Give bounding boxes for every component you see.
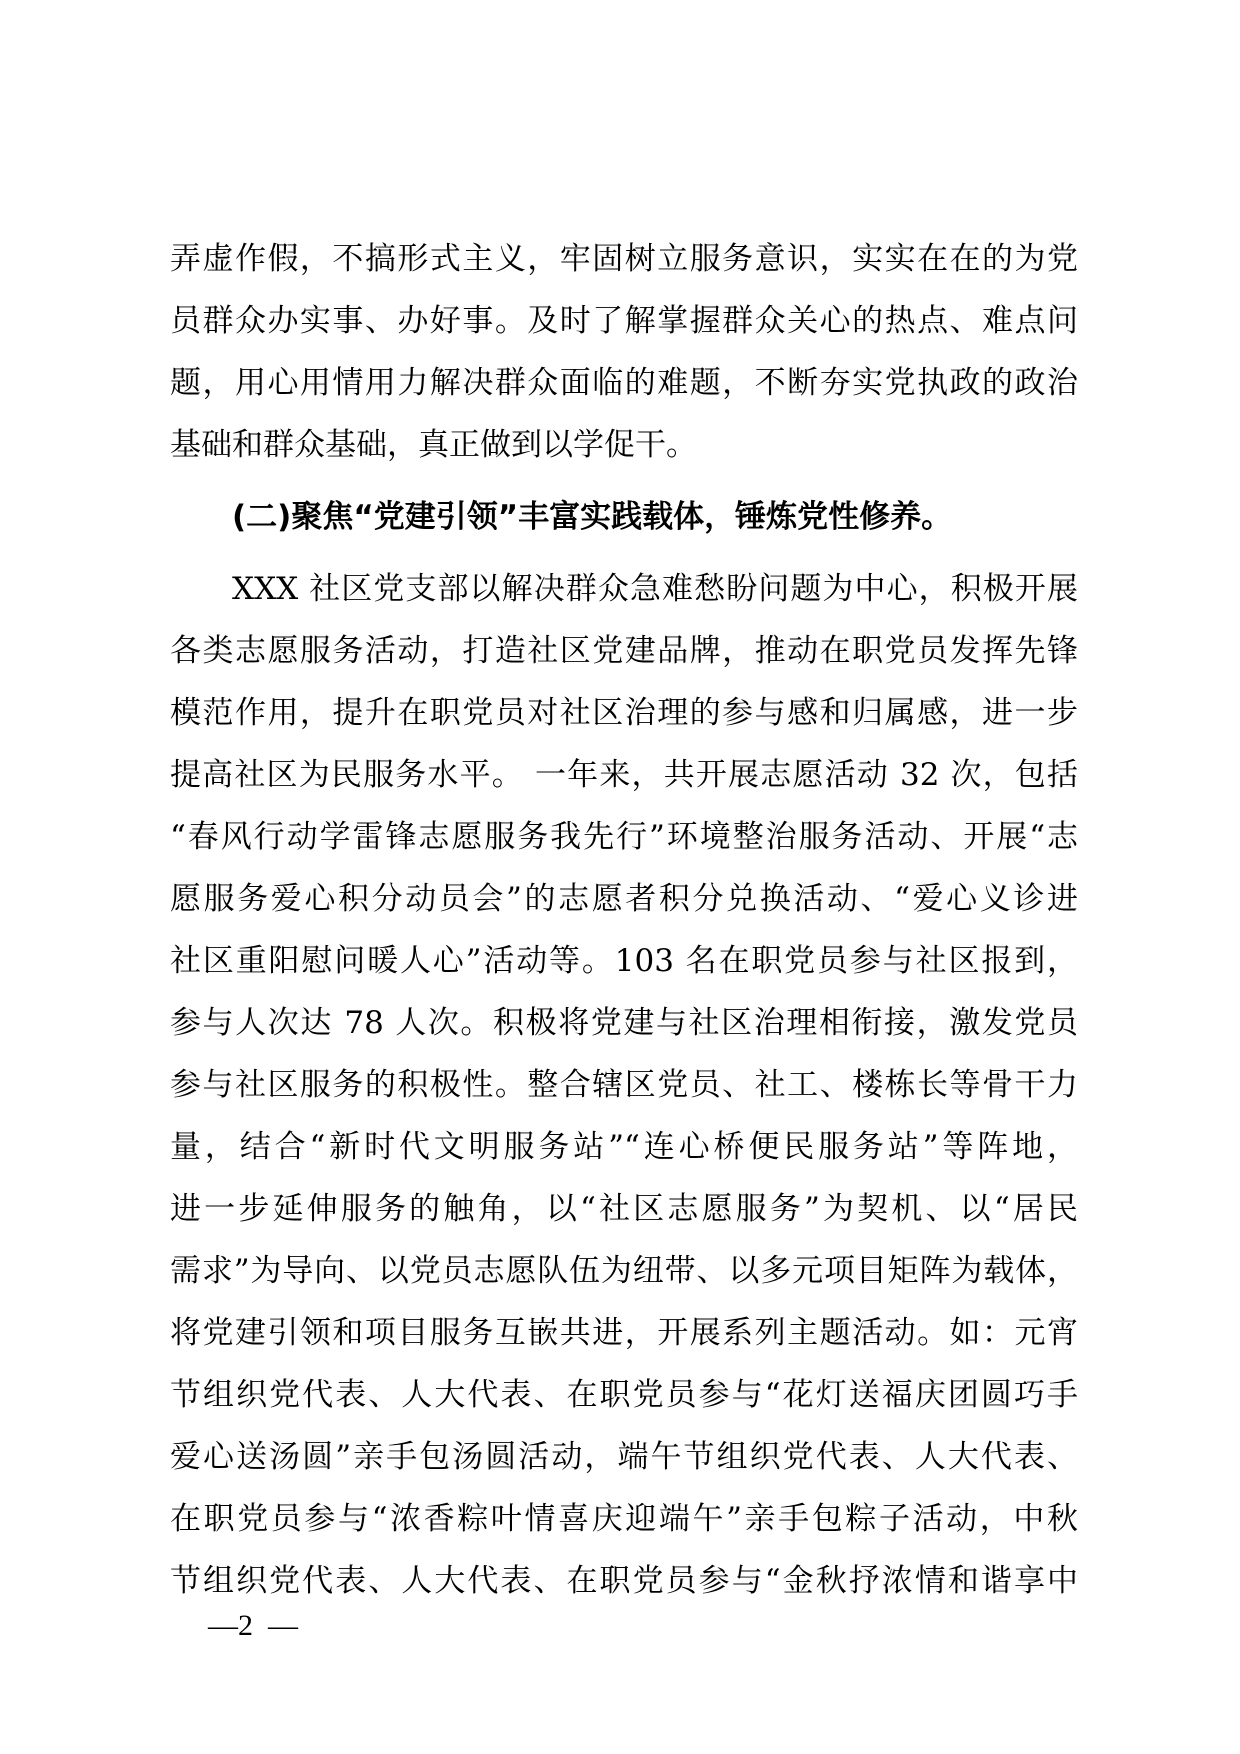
document-body [170,228,1078,1612]
text-line: 参与社区服务的积极性。整合辖区党员、社工、楼栋长等骨干力 [170,1067,1078,1103]
text-line: 参与人次达 78 人次。积极将党建与社区治理相衔接，激发党员 [170,1005,1078,1041]
text-line: 模范作用，提升在职党员对社区治理的参与感和归属感，进一步 [170,695,1078,731]
paragraph-body [170,558,1078,1612]
text-line: 将党建引领和项目服务互嵌共进，开展系列主题活动。如：元宵 [170,1315,1078,1351]
text-line: 需求”为导向、以党员志愿队伍为纽带、以多元项目矩阵为载体， [170,1253,1078,1289]
text-line: 社区重阳慰问暖人心”活动等。103 名在职党员参与社区报到， [170,943,1078,979]
text-line: XXX 社区党支部以解决群众急难愁盼问题为中心，积极开展 [232,571,1078,607]
text-line: 题，用心用情用力解决群众面临的难题，不断夯实党执政的政治 [170,365,1078,401]
text-line: 愿服务爱心积分动员会”的志愿者积分兑换活动、“爱心义诊进 [170,881,1078,917]
text-line: 进一步延伸服务的触角，以“社区志愿服务”为契机、以“居民 [170,1191,1078,1227]
text-line: 各类志愿服务活动，打造社区党建品牌，推动在职党员发挥先锋 [170,633,1078,669]
page-number: —2 — [208,1609,298,1642]
text-line: 弄虚作假，不搞形式主义，牢固树立服务意识，实实在在的为党 [170,241,1078,277]
text-line: “春风行动学雷锋志愿服务我先行”环境整治服务活动、开展“志 [170,819,1078,855]
text-line: 在职党员参与“浓香粽叶情喜庆迎端午”亲手包粽子活动，中秋 [170,1501,1078,1537]
text-line: 基础和群众基础，真正做到以学促干。 [170,427,697,463]
text-line: 节组织党代表、人大代表、在职党员参与“花灯送福庆团圆巧手 [170,1377,1078,1413]
text-line: 员群众办实事、办好事。及时了解掌握群众关心的热点、难点问 [170,303,1078,339]
text-line: 爱心送汤圆”亲手包汤圆活动，端午节组织党代表、人大代表、 [170,1439,1078,1475]
text-line: 量，结合“新时代文明服务站”“连心桥便民服务站”等阵地， [170,1129,1078,1165]
text-line: 节组织党代表、人大代表、在职党员参与“金秋抒浓情和谐享中 [170,1563,1078,1599]
section-heading: (二)聚焦“党建引领”丰富实践载体，锤炼党性修养。 [232,499,953,535]
paragraph-continuation [170,228,1078,476]
text-line: 提高社区为民服务水平。 一年来，共开展志愿活动 32 次，包括 [170,757,1078,793]
